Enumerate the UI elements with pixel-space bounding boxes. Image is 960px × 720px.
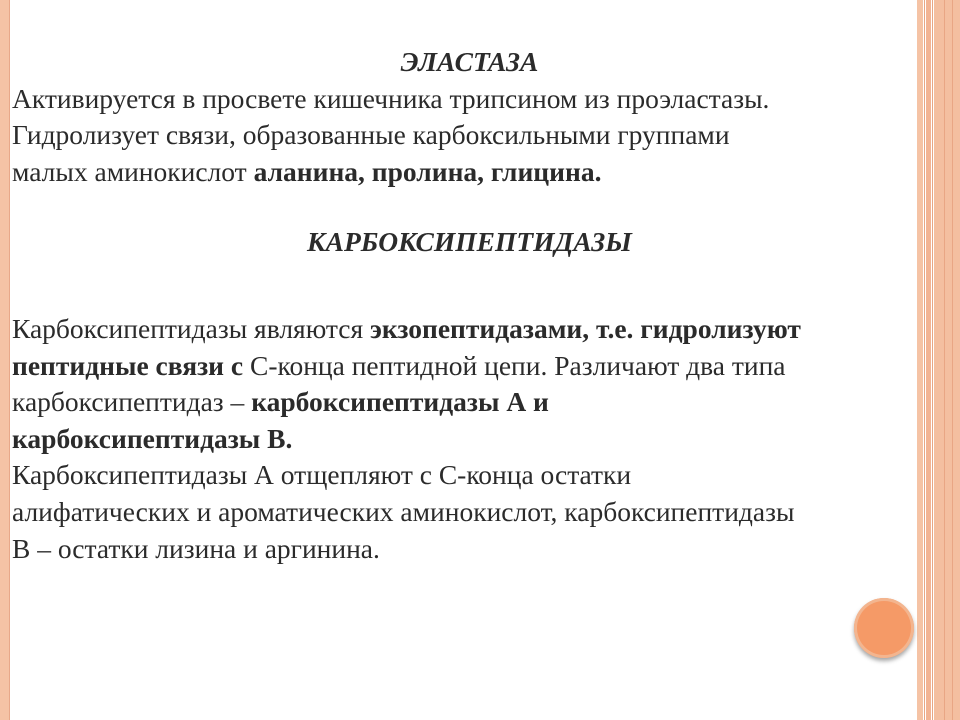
text-bold: пептидные связи с: [12, 349, 250, 381]
text-normal: карбоксипептидаз –: [12, 386, 252, 418]
heading-carboxypeptidases: КАРБОКСИПЕПТИДАЗЫ: [307, 226, 632, 258]
paragraph-carboxy-line: [12, 348, 927, 385]
paragraph-carboxy-line: [12, 384, 927, 421]
text-bold: экзопептидазами, т.е. гидролизуют: [369, 312, 801, 344]
text-normal: Карбоксипептидазы являются: [12, 312, 370, 344]
decorative-circle: [854, 598, 914, 658]
text-normal: С-конца пептидной цепи. Различают два типа: [249, 349, 786, 381]
paragraph-elastase-line: Гидролизует связи, образованные карбоксильными группами: [12, 119, 730, 151]
paragraph-carboxy-a-line: алифатических и ароматических аминокислот, карбоксипептидазы: [12, 495, 795, 527]
paragraph-carboxy-a-line: В – остатки лизина и аргинина.: [12, 532, 380, 564]
paragraph-elastase-line: [12, 154, 927, 191]
left-border-decoration: [0, 0, 10, 720]
slide-content: [12, 44, 927, 567]
text-bold: карбоксипептидазы А и: [251, 386, 549, 418]
text-normal: малых аминокислот: [12, 155, 254, 187]
right-border-line: [952, 0, 953, 720]
paragraph-carboxy-a-line: Карбоксипептидазы А отщепляют с С-конца остатки: [12, 459, 632, 491]
right-border-line: [932, 0, 933, 720]
paragraph-carboxy-line: [12, 311, 927, 348]
right-border-line: [944, 0, 945, 720]
heading-elastase: ЭЛАСТАЗА: [400, 46, 539, 77]
text-bold: аланина, пролина, глицина.: [253, 155, 602, 187]
text-bold: карбоксипептидазы В.: [12, 422, 293, 454]
right-border-stripe: [934, 0, 960, 720]
paragraph-carboxy-line: [12, 421, 927, 458]
paragraph-elastase-line: Активируется в просвете кишечника трипсином из проэластазы.: [12, 82, 770, 114]
